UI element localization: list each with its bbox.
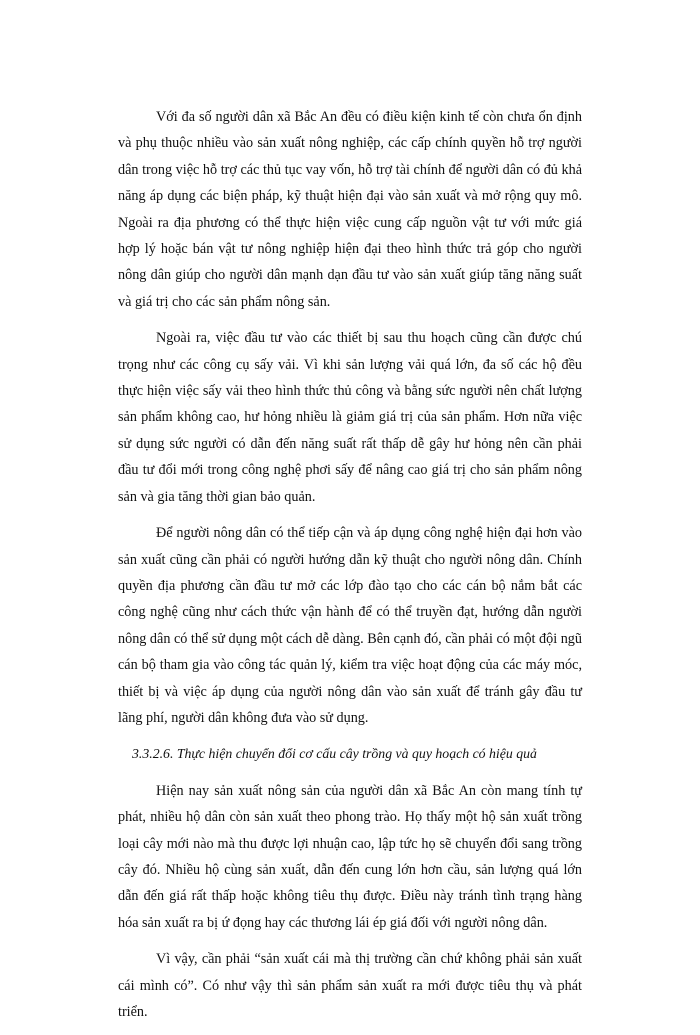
body-paragraph-1: Với đa số người dân xã Bắc An đều có điều kiện kinh tế còn chưa ổn định và phụ thuộc nhiều vào sản xuất nông nghiệp, các cấp chính quyền hỗ trợ người dân trong việc hỗ trợ các thủ tục vay vốn, hỗ trợ tài chính để người dân có đủ khả năng áp dụng các biện pháp, kỹ thuật hiện đại vào sản xuất và mở rộng quy mô. Ngoài ra địa phương có thể thực hiện việc cung cấp nguồn vật tư với mức giá hợp lý hoặc bán vật tư nông nghiệp hiện đại theo hình thức trả góp cho người nông dân giúp cho người dân mạnh dạn đầu tư vào sản xuất giúp tăng năng suất và giá trị cho các sản phẩm nông sản. — [118, 109, 582, 310]
body-paragraph-2: Ngoài ra, việc đầu tư vào các thiết bị sau thu hoạch cũng cần được chú trọng như các công cụ sấy vải. Vì khi sản lượng vải quá lớn, đa số các hộ đều thực hiện việc sấy vải theo hình thức thủ công và bằng sức người nên chất lượng sản phẩm không cao, hư hỏng nhiều là giảm giá trị của sản phẩm. Hơn nữa việc sử dụng sức người có dẫn đến năng suất rất thấp dễ gây hư hỏng nên cần phải đầu tư đổi mới trong công nghệ phơi sấy để nâng cao giá trị cho sản phẩm nông sản và gia tăng thời gian bảo quản. — [118, 330, 582, 505]
body-paragraph-5: Vì vậy, cần phải “sản xuất cái mà thị trường cần chứ không phải sản xuất cái mình có”. Có như vậy thì sản phẩm sản xuất ra mới được tiêu thụ và phát triển. — [118, 951, 582, 1020]
body-paragraph-4: Hiện nay sản xuất nông sản của người dân xã Bắc An còn mang tính tự phát, nhiều hộ dân còn sản xuất theo phong trào. Họ thấy một hộ sản xuất trồng loại cây mới nào mà thu được lợi nhuận cao, lập tức họ sẽ chuyển đổi sang trồng cây đó. Nhiều hộ cùng sản xuất, dẫn đến cung lớn hơn cầu, sản lượng quá lớn dẫn đến giá rất thấp hoặc không tiêu thụ được. Điều này tránh tình trạng hàng hóa sản xuất ra bị ứ đọng hay các thương lái ép giá đối với người nông dân. — [118, 782, 582, 931]
section-heading: 3.3.2.6. Thực hiện chuyển đổi cơ cấu cây trồng và quy hoạch có hiệu quả — [132, 746, 537, 762]
document-body — [118, 104, 582, 1035]
body-paragraph-3: Để người nông dân có thể tiếp cận và áp dụng công nghệ hiện đại hơn vào sản xuất cũng cần phải có người hướng dẫn kỹ thuật cho người nông dân. Chính quyền địa phương cần đầu tư mở các lớp đào tạo cho các cán bộ nắm bắt các công nghệ cũng như cách thức vận hành để có thể truyền đạt, hướng dẫn người nông dân có thể sử dụng một cách dễ dàng. Bên cạnh đó, cần phải có một đội ngũ cán bộ tham gia vào công tác quản lý, kiểm tra việc hoạt động của các máy móc, thiết bị và việc áp dụng của người nông dân vào sản xuất để tránh gây đầu tư lãng phí, người dân không đưa vào sử dụng. — [118, 525, 582, 726]
